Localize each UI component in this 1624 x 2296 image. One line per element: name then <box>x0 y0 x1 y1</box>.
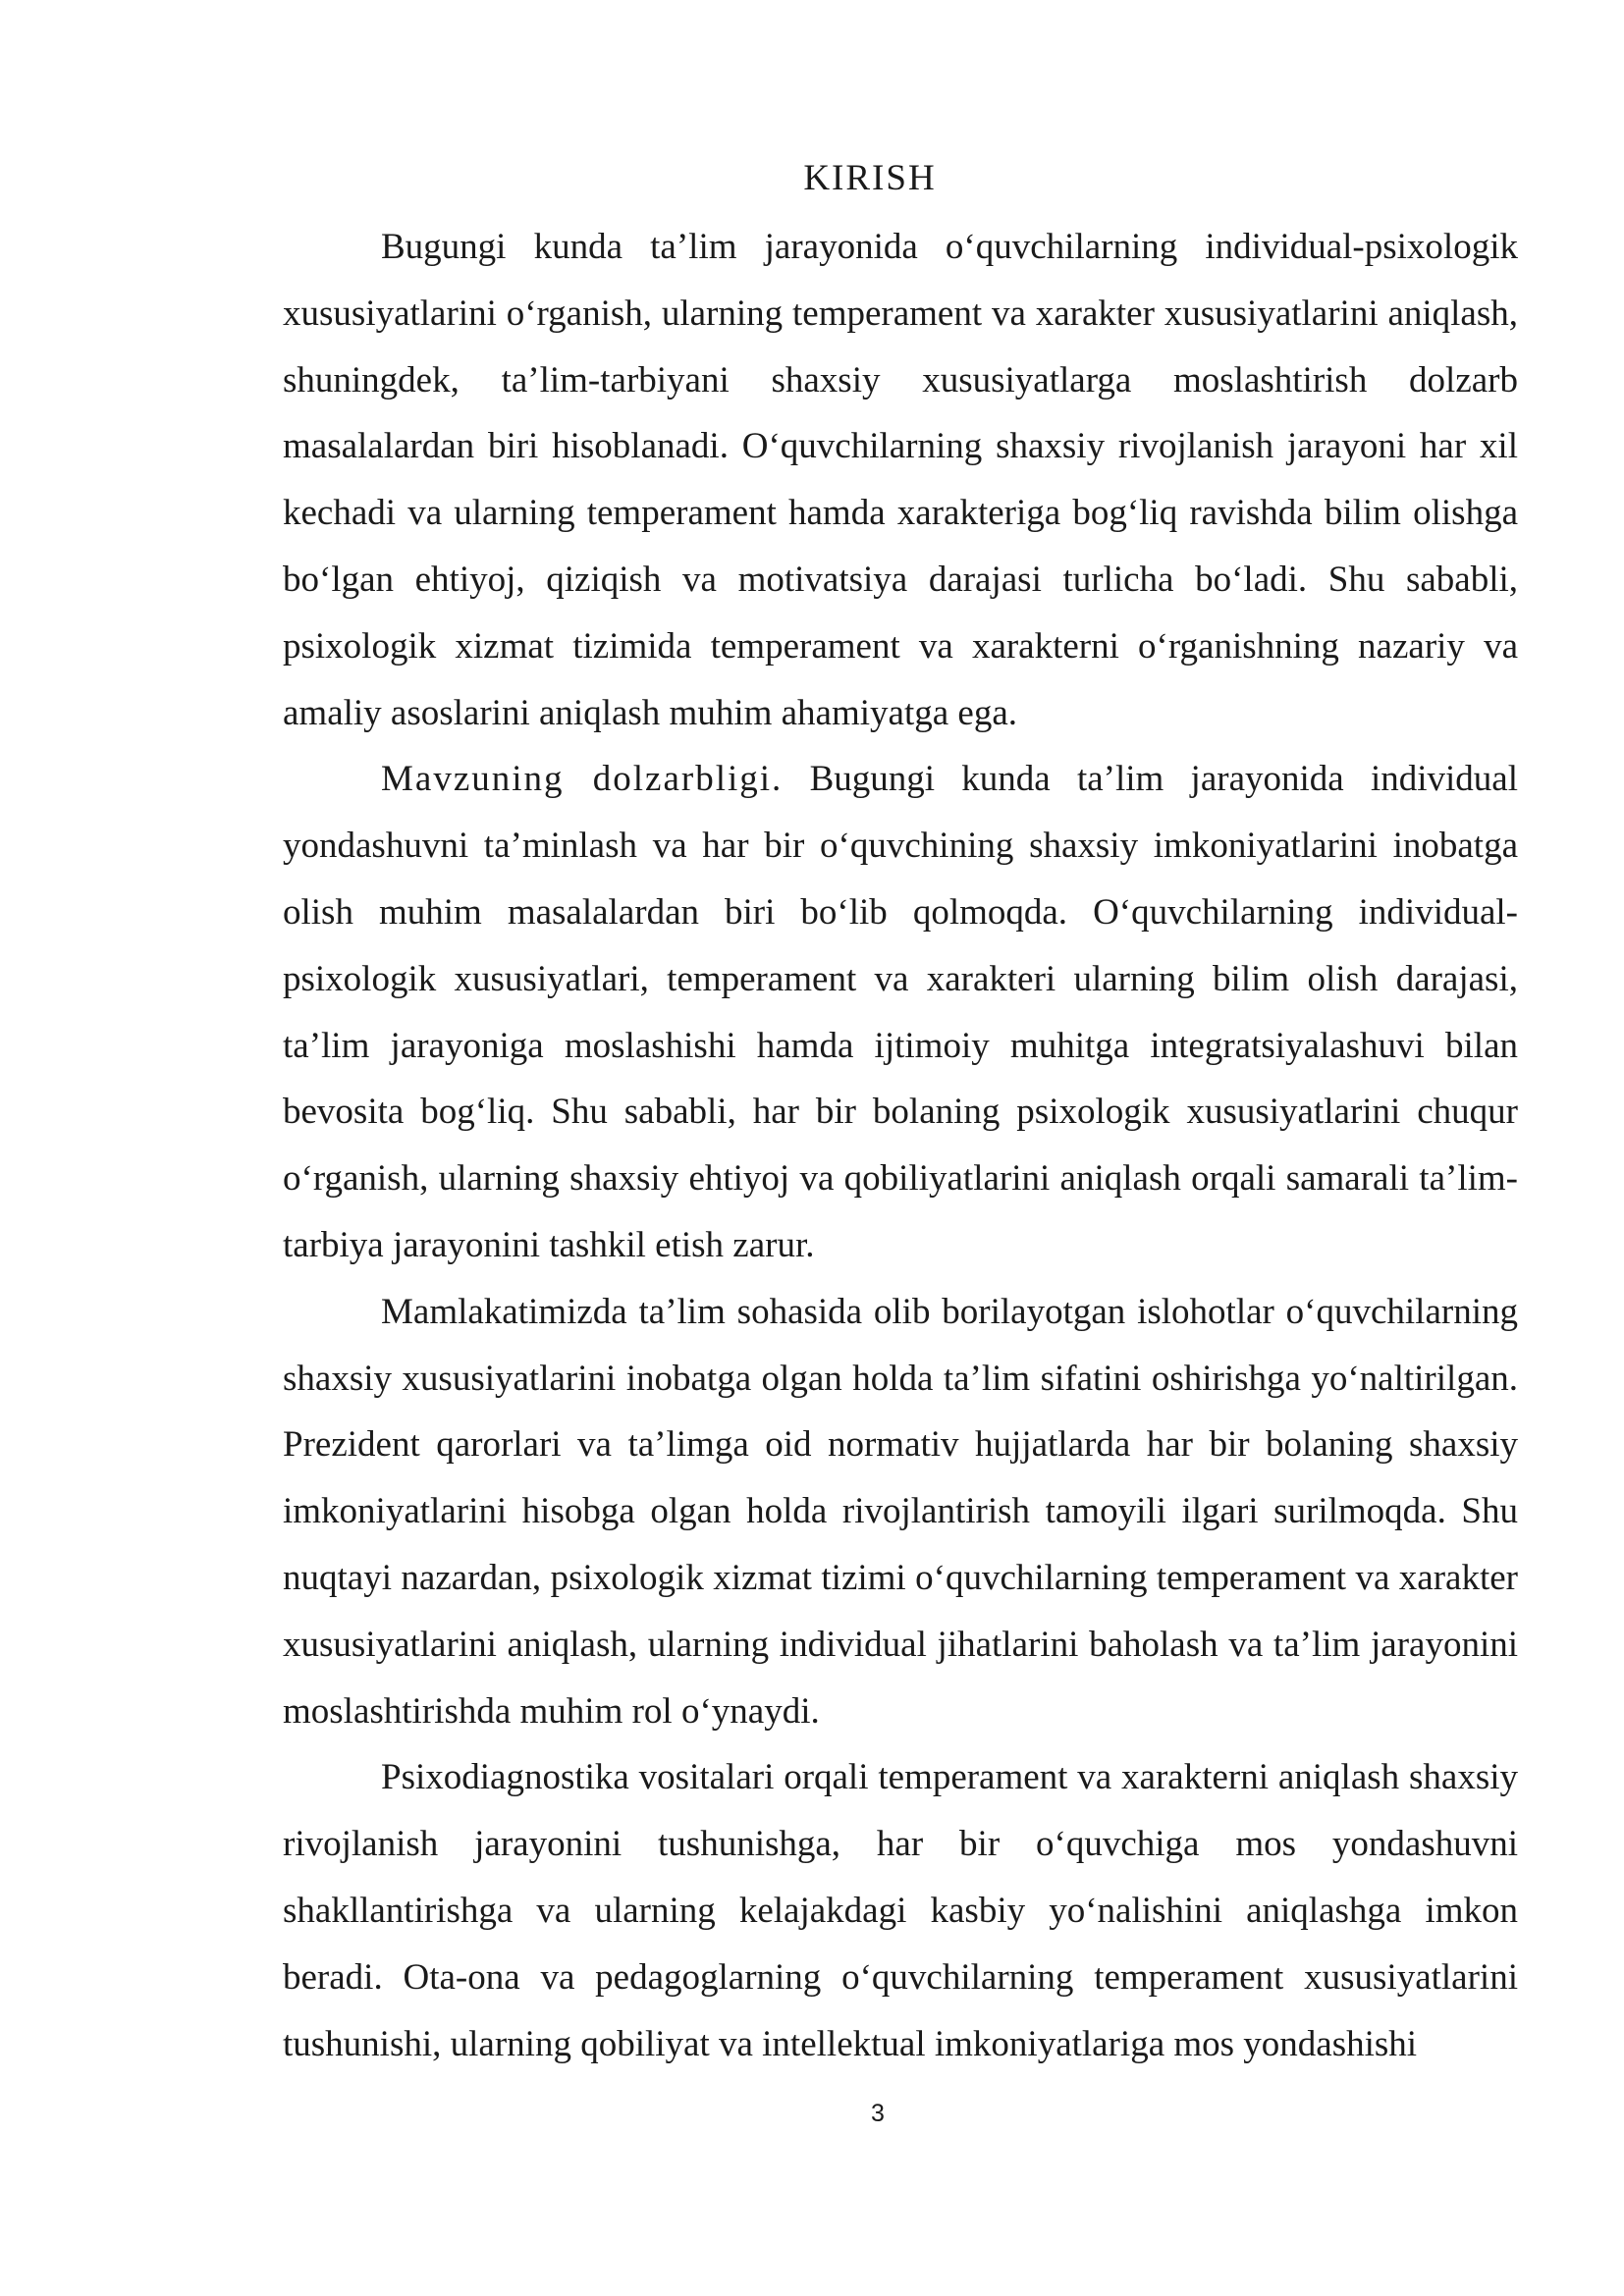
paragraph-text: Bugungi kunda ta’lim jarayonida o‘quvchilarning individual-psixologik xususiyatlarini o‘rganish, ularning temperament va xarakter xususiyatlarini aniqlash, shuningdek, ta’lim-tarbiyani shaxsiy xususiyatlarga moslashtirish dolzarb masalalardan biri hisoblanadi. O‘quvchilarning shaxsiy rivojlanish jarayoni har xil kechadi va ularning temperament hamda xarakteriga bog‘liq ravishda bilim olishga bo‘lgan ehtiyoj, qiziqish va motivatsiya darajasi turlicha bo‘ladi. Shu sababli, psixologik xizmat tizimida temperament va xarakterni o‘rganishning nazariy va amaliy asoslarini aniqlash muhim ahamiyatga ega. <box>283 227 1518 733</box>
paragraph-intro <box>283 214 1518 746</box>
paragraph-reforms <box>283 1279 1518 1745</box>
paragraph-relevance <box>283 746 1518 1278</box>
paragraph-lead: Mavzuning dolzarbligi. <box>381 759 784 800</box>
section-heading: KIRISH <box>803 158 937 198</box>
paragraph-psychodiagnostics <box>283 1744 1518 2077</box>
paragraph-text: Bugungi kunda ta’lim jarayonida individual yondashuvni ta’minlash va har bir o‘quvchining shaxsiy imkoniyatlarini inobatga olish muhim masalalardan biri bo‘lib qolmoqda. O‘quvchilarning individual-psixologik xususiyatlari, temperament va xarakteri ularning bilim olish darajasi, ta’lim jarayoniga moslashishi hamda ijtimoiy muhitga integratsiyalashuvi bilan bevosita bog‘liq. Shu sababli, har bir bolaning psixologik xususiyatlarini chuqur o‘rganish, ularning shaxsiy ehtiyoj va qobiliyatlarini aniqlash orqali samarali ta’lim-tarbiya jarayonini tashkil etish zarur. <box>283 759 1518 1265</box>
page-number: 3 <box>871 2100 885 2127</box>
paragraph-text: Psixodiagnostika vositalari orqali temperament va xarakterni aniqlash shaxsiy rivojlanish jarayonini tushunishga, har bir o‘quvchiga mos yondashuvni shakllantirishga va ularning kelajakdagi kasbiy yo‘nalishini aniqlashga imkon beradi. Ota-ona va pedagoglarning o‘quvchilarning temperament xususiyatlarini tushunishi, ularning qobiliyat va intellektual imkoniyatlariga mos yondashishi <box>283 1757 1518 2064</box>
body-text <box>283 214 1518 2077</box>
paragraph-text: Mamlakatimizda ta’lim sohasida olib borilayotgan islohotlar o‘quvchilarning shaxsiy xususiyatlarini inobatga olgan holda ta’lim sifatini oshirishga yo‘naltirilgan. Prezident qarorlari va ta’limga oid normativ hujjatlarda har bir bolaning shaxsiy imkoniyatlarini hisobga olgan holda rivojlantirish tamoyili ilgari surilmoqda. Shu nuqtayi nazardan, psixologik xizmat tizimi o‘quvchilarning temperament va xarakter xususiyatlarini aniqlash, ularning individual jihatlarini baholash va ta’lim jarayonini moslashtirishda muhim rol o‘ynaydi. <box>283 1291 1518 1732</box>
